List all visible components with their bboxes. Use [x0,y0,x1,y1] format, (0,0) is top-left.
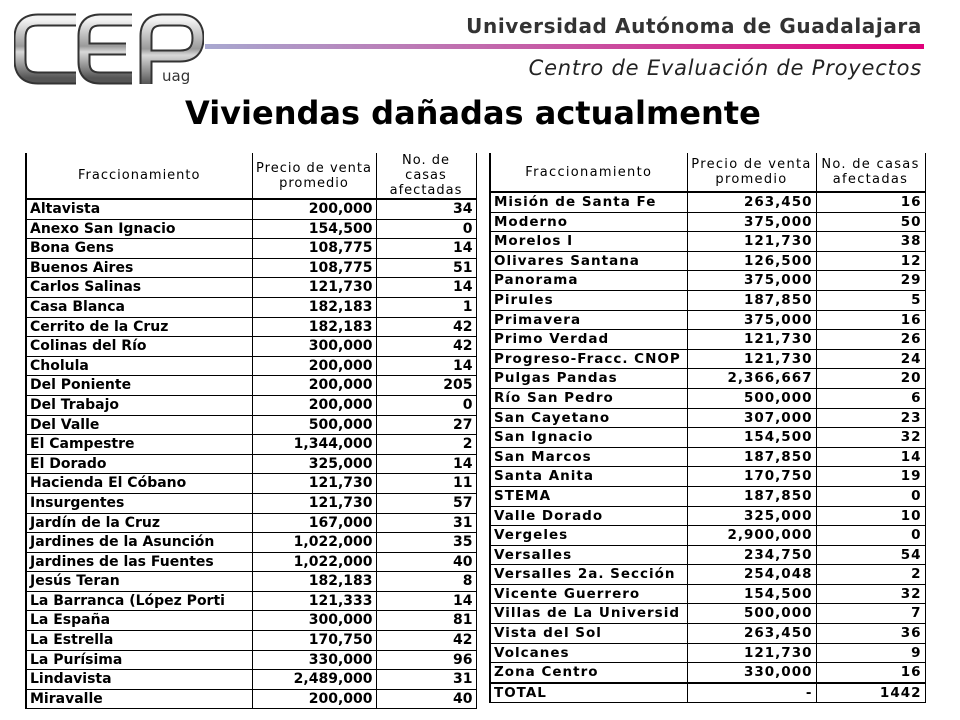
total-casas: 1442 [816,683,925,703]
casas-cell: 14 [376,454,476,474]
casas-cell: 16 [816,192,925,212]
precio-cell: 200,000 [252,395,376,415]
casas-cell: 31 [376,670,476,690]
casas-cell: 32 [816,584,925,604]
casas-cell: 96 [376,650,476,670]
fraccionamiento-cell: La España [26,611,252,631]
precio-cell: 254,048 [687,565,816,585]
fraccionamiento-cell: Bona Gens [26,239,252,259]
header-fraccionamiento: Fraccionamiento [26,153,252,199]
fraccionamiento-cell: Pulgas Pandas [490,369,687,389]
casas-cell: 2 [816,565,925,585]
header-precio: Precio de venta promedio [252,153,376,199]
fraccionamiento-cell: La Barranca (López Porti [26,591,252,611]
left-housing-table [25,153,477,709]
precio-cell: 330,000 [252,650,376,670]
precio-cell: 2,366,667 [687,369,816,389]
precio-cell: 121,730 [687,643,816,663]
precio-cell: 170,750 [687,467,816,487]
casas-cell: 42 [376,631,476,651]
fraccionamiento-cell: Primavera [490,310,687,330]
fraccionamiento-cell: Pirules [490,290,687,310]
casas-cell: 14 [376,356,476,376]
precio-cell: 1,022,000 [252,533,376,553]
table-row [26,219,476,239]
table-row [26,239,476,259]
casas-cell: 1 [376,297,476,317]
fraccionamiento-cell: La Purísima [26,650,252,670]
table-row [490,565,925,585]
table-row [26,513,476,533]
fraccionamiento-cell: Morelos I [490,232,687,252]
fraccionamiento-cell: Jardines de las Fuentes [26,552,252,572]
casas-cell: 50 [816,212,925,232]
casas-cell: 0 [816,486,925,506]
casas-cell: 42 [376,337,476,357]
table-row [26,376,476,396]
precio-cell: 187,850 [687,447,816,467]
casas-cell: 14 [376,591,476,611]
fraccionamiento-cell: Misión de Santa Fe [490,192,687,212]
precio-cell: 325,000 [252,454,376,474]
table-row [490,604,925,624]
fraccionamiento-cell: Del Poniente [26,376,252,396]
cep-uag-logo [14,12,204,94]
table-row [490,408,925,428]
precio-cell: 263,450 [687,192,816,212]
table-row [26,474,476,494]
precio-cell: 234,750 [687,545,816,565]
casas-cell: 26 [816,330,925,350]
precio-cell: 200,000 [252,689,376,709]
total-row [490,683,925,703]
precio-cell: 108,775 [252,258,376,278]
total-precio: - [687,683,816,703]
fraccionamiento-cell: Moderno [490,212,687,232]
cep-logo-icon [14,12,204,94]
table-row [26,435,476,455]
precio-cell: 300,000 [252,611,376,631]
table-row [26,493,476,513]
precio-cell: 121,730 [687,330,816,350]
precio-cell: 307,000 [687,408,816,428]
casas-cell: 51 [376,258,476,278]
table-row [490,526,925,546]
precio-cell: 121,730 [252,474,376,494]
casas-cell: 23 [816,408,925,428]
casas-cell: 29 [816,271,925,291]
casas-cell: 6 [816,388,925,408]
fraccionamiento-cell: Del Trabajo [26,395,252,415]
fraccionamiento-cell: STEMA [490,486,687,506]
precio-cell: 2,900,000 [687,526,816,546]
precio-cell: 187,850 [687,486,816,506]
precio-cell: 154,500 [252,219,376,239]
table-row [26,356,476,376]
fraccionamiento-cell: Panorama [490,271,687,291]
casas-cell: 20 [816,369,925,389]
header-accent-line [205,44,924,49]
table-row [490,447,925,467]
precio-cell: 375,000 [687,271,816,291]
fraccionamiento-cell: Carlos Salinas [26,278,252,298]
table-header-row [490,153,925,192]
header-casas: No. de casas afectadas [376,153,476,199]
precio-cell: 121,730 [252,493,376,513]
casas-cell: 0 [376,395,476,415]
fraccionamiento-cell: Primo Verdad [490,330,687,350]
table-row [26,533,476,553]
table-row [490,251,925,271]
header-precio: Precio de venta promedio [687,153,816,192]
casas-cell: 0 [816,526,925,546]
fraccionamiento-cell: Olivares Santana [490,251,687,271]
precio-cell: 126,500 [687,251,816,271]
header-casas: No. de casas afectadas [816,153,925,192]
table-row [490,624,925,644]
casas-cell: 19 [816,467,925,487]
precio-cell: 182,183 [252,297,376,317]
table-row [490,330,925,350]
table-row [26,199,476,219]
right-housing-table [489,153,926,703]
precio-cell: 121,333 [252,591,376,611]
center-name: Centro de Evaluación de Proyectos [528,56,922,80]
precio-cell: 121,730 [687,232,816,252]
table-row [490,212,925,232]
table-row [26,591,476,611]
table-row [490,467,925,487]
precio-cell: 300,000 [252,337,376,357]
fraccionamiento-cell: Villas de La Universid [490,604,687,624]
table-row [26,454,476,474]
casas-cell: 7 [816,604,925,624]
table-row [490,310,925,330]
fraccionamiento-cell: San Marcos [490,447,687,467]
casas-cell: 16 [816,310,925,330]
precio-cell: 167,000 [252,513,376,533]
table-row [490,643,925,663]
fraccionamiento-cell: Versalles [490,545,687,565]
fraccionamiento-cell: Cholula [26,356,252,376]
precio-cell: 375,000 [687,310,816,330]
fraccionamiento-cell: Zona Centro [490,663,687,683]
precio-cell: 121,730 [687,349,816,369]
precio-cell: 154,500 [687,584,816,604]
casas-cell: 205 [376,376,476,396]
fraccionamiento-cell: San Cayetano [490,408,687,428]
fraccionamiento-cell: La Estrella [26,631,252,651]
fraccionamiento-cell: Cerrito de la Cruz [26,317,252,337]
precio-cell: 200,000 [252,376,376,396]
table-row [490,428,925,448]
casas-cell: 38 [816,232,925,252]
fraccionamiento-cell: Insurgentes [26,493,252,513]
casas-cell: 36 [816,624,925,644]
table-row [26,670,476,690]
table-row [490,506,925,526]
casas-cell: 40 [376,689,476,709]
precio-cell: 500,000 [252,415,376,435]
casas-cell: 24 [816,349,925,369]
casas-cell: 54 [816,545,925,565]
casas-cell: 32 [816,428,925,448]
fraccionamiento-cell: Miravalle [26,689,252,709]
casas-cell: 11 [376,474,476,494]
casas-cell: 0 [376,219,476,239]
table-row [26,278,476,298]
table-row [490,545,925,565]
table-row [490,663,925,683]
casas-cell: 5 [816,290,925,310]
logo-sub-text: uag [162,67,191,85]
fraccionamiento-cell: Del Valle [26,415,252,435]
fraccionamiento-cell: Santa Anita [490,467,687,487]
fraccionamiento-cell: Jesús Teran [26,572,252,592]
fraccionamiento-cell: Colinas del Río [26,337,252,357]
fraccionamiento-cell: Versalles 2a. Sección [490,565,687,585]
table-row [26,572,476,592]
table-row [490,290,925,310]
casas-cell: 16 [816,663,925,683]
table-row [490,271,925,291]
precio-cell: 263,450 [687,624,816,644]
precio-cell: 500,000 [687,388,816,408]
table-row [26,631,476,651]
casas-cell: 12 [816,251,925,271]
table-row [490,232,925,252]
table-row [490,192,925,212]
table-header-row [26,153,476,199]
table-row [26,650,476,670]
casas-cell: 42 [376,317,476,337]
header-fraccionamiento: Fraccionamiento [490,153,687,192]
fraccionamiento-cell: Volcanes [490,643,687,663]
casas-cell: 8 [376,572,476,592]
casas-cell: 2 [376,435,476,455]
fraccionamiento-cell: Casa Blanca [26,297,252,317]
fraccionamiento-cell: Altavista [26,199,252,219]
fraccionamiento-cell: Vergeles [490,526,687,546]
fraccionamiento-cell: Anexo San Ignacio [26,219,252,239]
table-row [490,369,925,389]
precio-cell: 375,000 [687,212,816,232]
casas-cell: 81 [376,611,476,631]
fraccionamiento-cell: San Ignacio [490,428,687,448]
casas-cell: 40 [376,552,476,572]
precio-cell: 500,000 [687,604,816,624]
table-row [26,611,476,631]
fraccionamiento-cell: Hacienda El Cóbano [26,474,252,494]
page-title: Viviendas dañadas actualmente [185,94,761,132]
table-row [490,584,925,604]
table-row [26,258,476,278]
precio-cell: 330,000 [687,663,816,683]
fraccionamiento-cell: Jardines de la Asunción [26,533,252,553]
fraccionamiento-cell: Lindavista [26,670,252,690]
fraccionamiento-cell: Buenos Aires [26,258,252,278]
casas-cell: 31 [376,513,476,533]
casas-cell: 14 [376,278,476,298]
precio-cell: 182,183 [252,572,376,592]
casas-cell: 34 [376,199,476,219]
table-row [26,337,476,357]
fraccionamiento-cell: El Campestre [26,435,252,455]
fraccionamiento-cell: Río San Pedro [490,388,687,408]
precio-cell: 325,000 [687,506,816,526]
precio-cell: 200,000 [252,356,376,376]
fraccionamiento-cell: Valle Dorado [490,506,687,526]
table-row [490,486,925,506]
casas-cell: 9 [816,643,925,663]
table-row [26,395,476,415]
casas-cell: 35 [376,533,476,553]
table-row [490,388,925,408]
table-row [26,297,476,317]
precio-cell: 200,000 [252,199,376,219]
fraccionamiento-cell: Jardín de la Cruz [26,513,252,533]
casas-cell: 10 [816,506,925,526]
table-row [26,689,476,709]
casas-cell: 27 [376,415,476,435]
casas-cell: 14 [816,447,925,467]
precio-cell: 1,344,000 [252,435,376,455]
table-row [26,317,476,337]
precio-cell: 182,183 [252,317,376,337]
precio-cell: 170,750 [252,631,376,651]
fraccionamiento-cell: El Dorado [26,454,252,474]
casas-cell: 14 [376,239,476,259]
fraccionamiento-cell: Vicente Guerrero [490,584,687,604]
table-row [26,552,476,572]
precio-cell: 121,730 [252,278,376,298]
precio-cell: 154,500 [687,428,816,448]
precio-cell: 1,022,000 [252,552,376,572]
fraccionamiento-cell: Vista del Sol [490,624,687,644]
precio-cell: 2,489,000 [252,670,376,690]
fraccionamiento-cell: Progreso-Fracc. CNOP [490,349,687,369]
table-row [490,349,925,369]
casas-cell: 57 [376,493,476,513]
precio-cell: 108,775 [252,239,376,259]
table-row [26,415,476,435]
precio-cell: 187,850 [687,290,816,310]
total-label: TOTAL [490,683,687,703]
university-name: Universidad Autónoma de Guadalajara [466,14,922,38]
